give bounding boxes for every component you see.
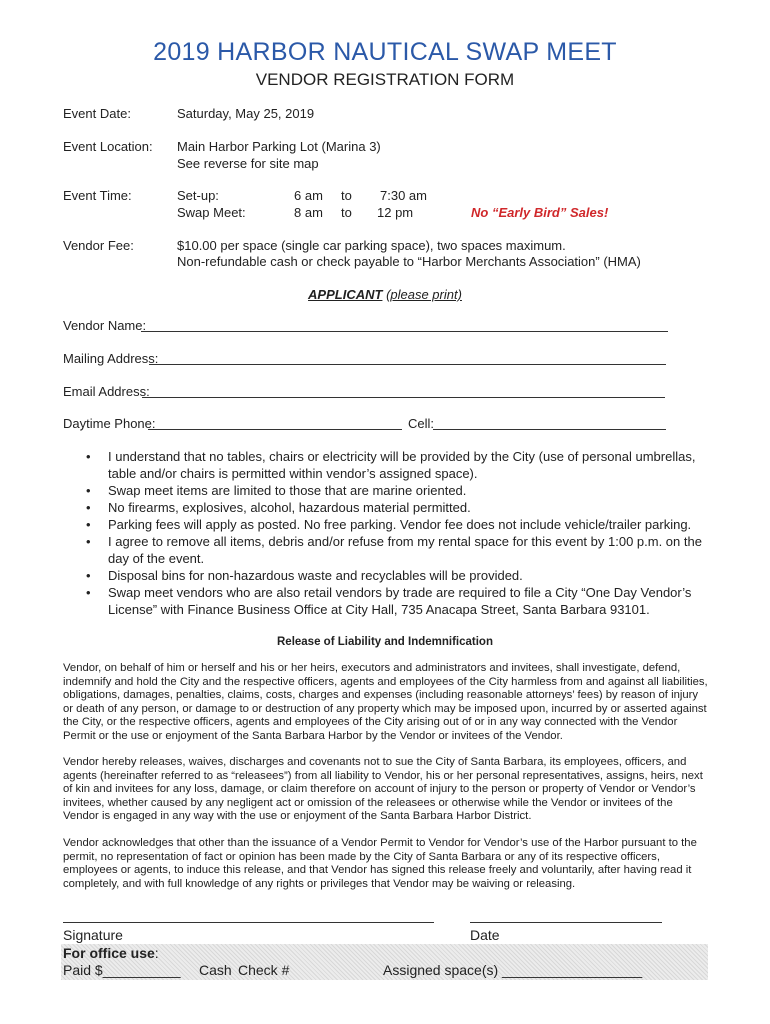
form-subtitle: VENDOR REGISTRATION FORM [255,70,515,89]
release-paragraph-2: Vendor hereby releases, waives, discharges and covenants not to sue the City of Santa Barbara, its employees, officers, and agents (hereinafter referred to as “releasees”) from all liability to Vendor, his or her personal representatives, assigns, heirs, next of kin and invitees for any loss, damage, or claim therefore on account of injury to the person or property of Vendor or Vendor’s invitees, whether caused by any negligent act or omission of the releasees or otherwise while the Vendor or invitees of the Vendor is engaged in any way with the use or enjoyment of the Santa Barbara Harbor District. [63,756,703,823]
vendor-name-label: Vendor Name: [63,318,147,333]
vendor-name-field[interactable] [141,331,668,332]
assigned-space-field[interactable]: Assigned space(s) __________________ [383,962,643,978]
swap-end: 12 pm [377,205,414,220]
cell-label: Cell: [408,416,435,431]
setup-label: Set-up: [177,188,219,203]
vendor-fee-label: Vendor Fee: [63,238,134,253]
event-location-label: Event Location: [63,139,153,154]
cell-phone-field[interactable] [433,429,666,430]
release-paragraph-3: Vendor acknowledges that other than the issuance of a Vendor Permit to Vendor for Vendor’s use of the Harbor pursuant to the permit, no representation of fact or opinion has been made by the City of Santa Barbara or any of its respective officers, employees or agents, to induce this release, and that Vendor has signed this release freely and voluntarily, after having read it completely, and with full knowledge of any rights or privileges that Vendor may be waiving or releasing. [63,837,697,890]
daytime-phone-field[interactable] [148,429,402,430]
applicant-heading [0,287,770,302]
release-paragraph-1: Vendor, on behalf of him or herself and his or her heirs, executors and administrators and invitees, shall investigate, defend, indemnify and hold the City and the respective officers, agents and employees of the City harmless from and against all liabilities, obligations, damages, penalties, claims, costs, charges and expenses (including reasonable attorneys’ fees) by reason of injury or death of any person, or damage to or destruction of any property which may be imposed upon, incurred by or asserted against the City, or the respective officers, agents and employees of the City arising out of or in any way connected with the Vendor Permit or the use or enjoyment of the Santa Barbara Harbor by the Vendor or invitees of the Vendor. [63,662,708,742]
applicant-heading-note: (please print) [386,287,462,302]
applicant-heading-text: APPLICANT [308,287,383,302]
release-heading: Release of Liability and Indemnification [277,636,493,648]
setup-end: 7:30 am [380,188,427,203]
rule-item: • Parking fees will apply as posted. No free parking. Vendor fee does not include vehicle/trailer parking. [86,516,706,533]
swap-start: 8 am [294,205,323,220]
daytime-phone-label: Daytime Phone: [63,416,156,431]
vendor-fee-line1: $10.00 per space (single car parking space), two spaces maximum. [177,238,566,253]
office-use-heading [63,945,159,961]
rule-item: • Disposal bins for non-hazardous waste and recyclables will be provided. [86,567,706,584]
rule-item: • Swap meet vendors who are also retail vendors by trade are required to file a City “One Day Vendor’s License” with Finance Business Office at City Hall, 735 Anacapa Street, Santa Barbara 93101. [86,584,706,618]
office-use-heading-text: For office use [63,945,155,961]
event-date-label: Event Date: [63,106,131,121]
setup-to: to [341,188,352,203]
check-number-field[interactable]: Check # [238,962,290,978]
early-bird-notice: No “Early Bird” Sales! [471,205,609,220]
rule-item: • Swap meet items are limited to those that are marine oriented. [86,482,706,499]
vendor-rules-list [86,448,706,618]
cash-label: Cash [199,962,232,978]
signature-field[interactable] [63,922,434,923]
office-use-heading-colon: : [154,945,159,961]
date-label: Date [470,927,500,943]
email-address-label: Email Address: [63,384,150,399]
paid-amount-field[interactable]: Paid $__________ [63,962,181,978]
date-field[interactable] [470,922,662,923]
setup-start: 6 am [294,188,323,203]
rule-item: • No firearms, explosives, alcohol, hazardous material permitted. [86,499,706,516]
form-title: 2019 HARBOR NAUTICAL SWAP MEET [153,38,617,66]
email-address-field[interactable] [142,397,665,398]
event-date-value: Saturday, May 25, 2019 [177,106,315,121]
swap-to: to [341,205,352,220]
mailing-address-field[interactable] [149,364,666,365]
event-time-label: Event Time: [63,188,132,203]
swap-meet-label: Swap Meet: [177,205,246,220]
rule-item: • I agree to remove all items, debris and/or refuse from my rental space for this event by 1:00 p.m. on the day of the event. [86,533,706,567]
event-location-line1: Main Harbor Parking Lot (Marina 3) [177,139,381,154]
signature-label: Signature [63,927,123,943]
mailing-address-label: Mailing Address: [63,351,159,366]
event-location-line2: See reverse for site map [177,156,319,171]
vendor-fee-line2: Non-refundable cash or check payable to “Harbor Merchants Association” (HMA) [177,254,641,269]
rule-item: • I understand that no tables, chairs or electricity will be provided by the City (use of personal umbrellas, table and/or chairs is permitted within vendor’s assigned space). [86,448,706,482]
